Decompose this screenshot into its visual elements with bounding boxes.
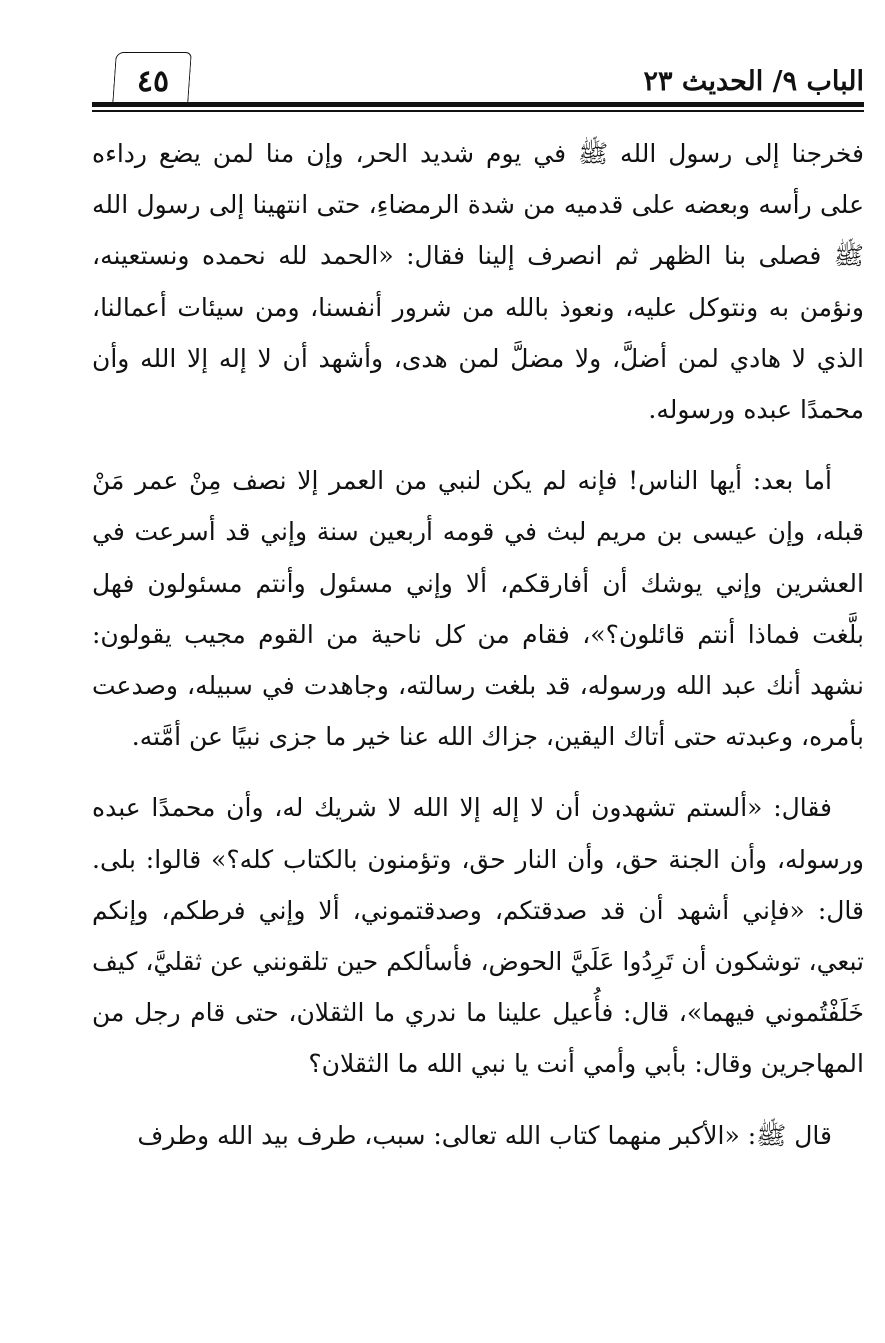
running-header-title: الباب ٩/ الحديث ٢٣ xyxy=(643,66,864,97)
paragraph-3: فقال: «ألستم تشهدون أن لا إله إلا الله لا شريك له، وأن محمدًا عبده ورسوله، وأن الجنة حق، وأن النار حق، وتؤمنون بالكتاب كله؟» قالوا: بلى. قال: «فإني أشهد أن قد صدقتكم، وصدقتموني، ألا وإني فرطكم، وإنكم تبعي، توشكون أن تَرِدُوا عَلَيَّ الحوض، فأسألكم حين تلقونني عن ثقليَّ، كيف خَلَفْتُموني فيهما»، قال: فأُعيل علينا ما ندري ما الثقلان، حتى قام رجل من المهاجرين وقال: بأبي وأمي أنت يا نبي الله ما الثقلان؟ xyxy=(92,793,864,1079)
page-header xyxy=(92,52,864,118)
paragraph-1: فخرجنا إلى رسول الله ﷺ في يوم شديد الحر، وإن منا لمن يضع رداءه على رأسه وبعضه على قدميه من شدة الرمضاءِ، حتى انتهينا إلى رسول الله ﷺ فصلى بنا الظهر ثم انصرف إلينا فقال: «الحمد لله نحمده ونستعينه، ونؤمن به ونتوكل عليه، ونعوذ بالله من شرور أنفسنا، ومن سيئات أعمالنا، الذي لا هادي لمن أضلَّ، ولا مضلَّ لمن هدى، وأشهد أن لا إله إلا الله وأن محمدًا عبده ورسوله. xyxy=(92,139,864,425)
header-rule-thin xyxy=(92,110,864,112)
page-body xyxy=(92,128,864,1161)
paragraph-2: أما بعد: أيها الناس! فإنه لم يكن لنبي من العمر إلا نصف مِنْ عمر مَنْ قبله، وإن عيسى بن مريم لبث في قومه أربعين سنة وإني قد أسرعت في العشرين وإني يوشك أن أفارقكم، ألا وإني مسئول وأنتم مسئولون فهل بلَّغت فماذا أنتم قائلون؟»، فقام من كل ناحية من القوم مجيب يقولون: نشهد أنك عبد الله ورسوله، قد بلغت رسالته، وجاهدت في سبيله، وصدعت بأمره، وعبدته حتى أتاك اليقين، جزاك الله عنا خير ما جزى نبيًا عن أمَّته. xyxy=(92,466,864,752)
paragraph-4: قال ﷺ: «الأكبر منهما كتاب الله تعالى: سبب، طرف بيد الله وطرف xyxy=(137,1120,832,1150)
header-rule-thick xyxy=(92,102,864,107)
page-number: ٤٥ xyxy=(136,64,170,99)
